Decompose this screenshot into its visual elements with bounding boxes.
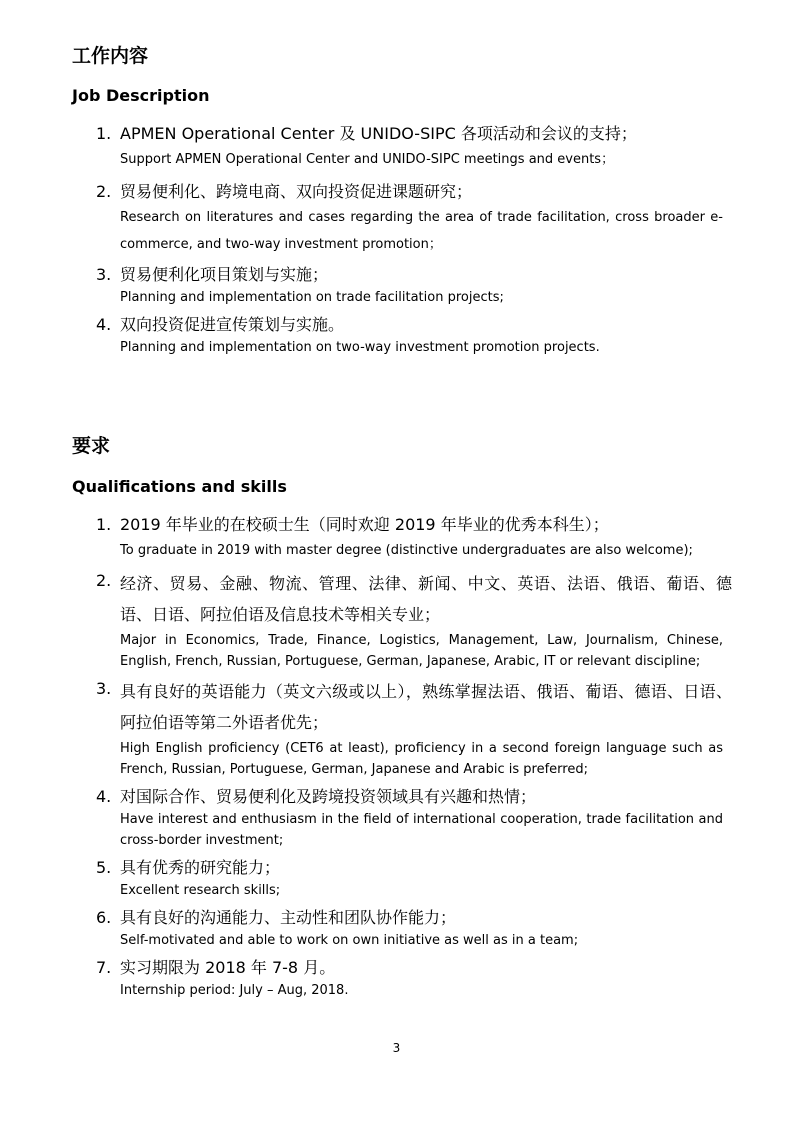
list-item	[0, 676, 793, 780]
section-title-qualifications: Qualifications and skills	[72, 477, 287, 496]
item-text-zh: 经济、贸易、金融、物流、管理、法律、新闻、中文、英语、法语、俄语、葡语、德语、日语、阿拉伯语及信息技术等相关专业；	[120, 574, 732, 624]
list-item	[0, 784, 793, 851]
item-text-zh: 双向投资促进宣传策划与实施。	[120, 315, 345, 334]
list-item	[0, 568, 793, 672]
item-text-zh: 2019 年毕业的在校硕士生（同时欢迎 2019 年毕业的优秀本科生）；	[120, 515, 609, 534]
section-title-job-content-zh: 工作内容	[72, 45, 149, 67]
item-text-en: To graduate in 2019 with master degree (distinctive undergraduates are also welcome);	[120, 543, 693, 558]
item-text-zh: 贸易便利化、跨境电商、双向投资促进课题研究；	[120, 182, 473, 201]
item-text-zh: 具有良好的英语能力（英文六级或以上），熟练掌握法语、俄语、葡语、德语、日语、阿拉伯语等第二外语者优先；	[120, 682, 732, 732]
item-number: 2.	[96, 182, 112, 201]
item-text-zh: 实习期限为 2018 年 7-8 月。	[120, 958, 336, 977]
item-text-en: High English proficiency (CET6 at least), proficiency in a second foreign language such as French, Russian, Portuguese, German, Japanese and Arabic is preferred;	[120, 741, 723, 777]
item-text-en: Major in Economics, Trade, Finance, Logistics, Management, Law, Journalism, Chinese, English, French, Russian, Portuguese, German, Japanese, Arabic, IT or relevant discipline;	[120, 633, 723, 669]
section-title-job-description: Job Description	[72, 86, 210, 105]
list-item	[0, 955, 793, 1001]
item-text-en: Have interest and enthusiasm in the field of international cooperation, trade facilitation and cross-border investment;	[120, 812, 723, 848]
item-number: 7.	[96, 958, 112, 977]
list-item	[0, 262, 793, 308]
job-description-list	[0, 121, 793, 358]
item-number: 5.	[96, 858, 112, 877]
item-text-en: Excellent research skills;	[120, 883, 281, 898]
item-text-en: Planning and implementation on trade facilitation projects;	[120, 290, 504, 305]
item-number: 3.	[96, 265, 112, 284]
item-number: 1.	[96, 515, 112, 534]
list-item	[0, 121, 793, 173]
item-number: 4.	[96, 315, 112, 334]
item-text-en: Self-motivated and able to work on own initiative as well as in a team;	[120, 933, 579, 948]
item-number: 2.	[96, 571, 112, 590]
item-text-zh: 对国际合作、贸易便利化及跨境投资领域具有兴趣和热情；	[120, 787, 537, 806]
item-text-en: Support APMEN Operational Center and UNIDO-SIPC meetings and events；	[120, 152, 615, 167]
list-item	[0, 312, 793, 358]
item-text-en: Internship period: July – Aug, 2018.	[120, 983, 349, 998]
item-text-zh: 具有良好的沟通能力、主动性和团队协作能力；	[120, 908, 457, 927]
section-title-requirements-zh: 要求	[72, 435, 111, 457]
page-number: 3	[392, 1041, 401, 1055]
item-text-zh: APMEN Operational Center 及 UNIDO-SIPC 各项活动和会议的支持；	[120, 124, 637, 143]
item-text-en: Planning and implementation on two-way investment promotion projects.	[120, 340, 600, 355]
item-number: 6.	[96, 908, 112, 927]
qualifications-list	[0, 512, 793, 1001]
item-text-zh: 具有优秀的研究能力；	[120, 858, 281, 877]
item-text-zh: 贸易便利化项目策划与实施；	[120, 265, 329, 284]
item-number: 4.	[96, 787, 112, 806]
list-item	[0, 905, 793, 951]
list-item	[0, 512, 793, 564]
list-item	[0, 179, 793, 258]
list-item	[0, 855, 793, 901]
item-number: 1.	[96, 124, 112, 143]
item-number: 3.	[96, 679, 112, 698]
item-text-en: Research on literatures and cases regarding the area of trade facilitation, cross broader e-commerce, and two-way investment promotion；	[120, 210, 723, 252]
